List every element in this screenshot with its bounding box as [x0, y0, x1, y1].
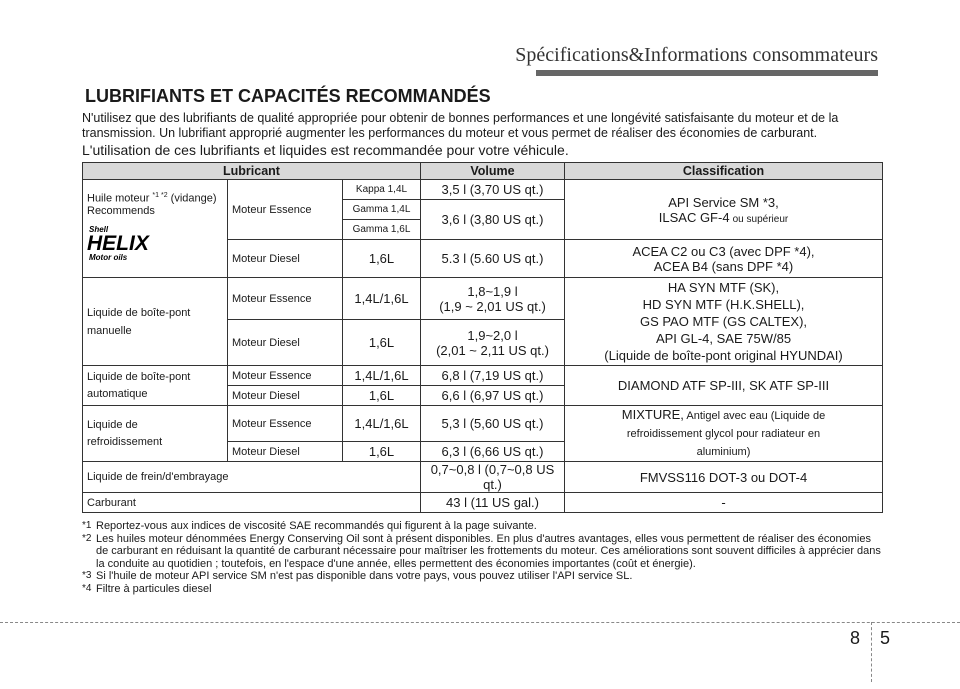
lubricants-table [82, 162, 883, 513]
footnote-3 [82, 570, 882, 583]
auto-essence: Moteur Essence [228, 366, 343, 386]
chapter-number: 8 [850, 628, 861, 648]
coolant-label-2: refroidissement [87, 435, 163, 448]
oil-diesel-volume: 5.3 l (5.60 US qt.) [421, 240, 565, 278]
oil-kappa-volume: 3,5 l (3,70 US qt.) [421, 180, 565, 200]
manual-essence-volume [421, 278, 565, 320]
header-classification: Classification [565, 163, 883, 180]
shell-helix-logo [87, 221, 187, 261]
footnote-text-2: Les huiles moteur dénommées Energy Conserving Oil sont à présent disponibles. En plus d'autres avantages, elles vous permettent de réaliser des économies de carburant en réduisant la quantité de carburant nécessaire pour maîtriser les frottements du moteur. Ces améliorations sont souvent difficiles à apprécier dans la conduite au quotidien ; toutefois, en l'espace d'une année, elles permettent des économies importantes (coût et énergie). [96, 532, 881, 570]
manual-class-4: API GL-4, SAE 75W/85 [655, 331, 792, 346]
coolant-essence-capacity: 1,4L/1,6L [343, 406, 421, 442]
logo-sub: Motor oils [89, 252, 128, 261]
footnote-1 [82, 520, 882, 533]
page-number-divider [871, 622, 872, 682]
page-header-title: Spécifications&Informations consommateurs [515, 44, 878, 66]
manual-label-2: manuelle [87, 324, 132, 337]
manual-diesel-vol-2: (2,01 ~ 2,11 US qt.) [436, 342, 549, 358]
oil-class-2b: ou supérieur [732, 213, 789, 225]
manual-class-3: GS PAO MTF (GS CALTEX), [639, 314, 808, 329]
brake-volume: 0,7~0,8 l (0,7~0,8 US qt.) [421, 462, 565, 493]
auto-classification: DIAMOND ATF SP-III, SK ATF SP-III [565, 366, 883, 406]
coolant-label-cell [83, 406, 228, 462]
coolant-label-1: Liquide de [87, 418, 138, 431]
fuel-volume: 43 l (11 US gal.) [421, 493, 565, 513]
manual-diesel-capacity: 1,6L [343, 320, 421, 366]
auto-diesel-volume: 6,6 l (6,97 US qt.) [421, 386, 565, 406]
oil-diesel-capacity: 1,6L [343, 240, 421, 278]
manual-label-1: Liquide de boîte-pont [87, 306, 191, 319]
oil-kappa: Kappa 1,4L [343, 180, 421, 200]
footer-divider [0, 622, 960, 623]
header-lubricant: Lubricant [83, 163, 421, 180]
manual-class-5: (Liquide de boîte-pont original HYUNDAI) [604, 348, 843, 363]
manual-essence-vol-2: (1,9 ~ 2,01 US qt.) [439, 298, 546, 314]
footnote-2 [82, 533, 882, 571]
manual-class-1: HA SYN MTF (SK), [667, 280, 780, 295]
brake-classification: FMVSS116 DOT-3 ou DOT-4 [565, 462, 883, 493]
manual-class-2: HD SYN MTF (H.K.SHELL), [642, 297, 805, 312]
header-bar [536, 70, 878, 76]
brake-label: Liquide de frein/d'embrayage [83, 462, 421, 493]
oil-diesel-class-1: ACEA C2 ou C3 (avec DPF *4), [632, 243, 815, 259]
coolant-diesel-volume: 6,3 l (6,66 US qt.) [421, 442, 565, 462]
manual-diesel: Moteur Diesel [228, 320, 343, 366]
oil-class-2a: ILSAC GF-4 [658, 209, 730, 225]
footnote-4 [82, 583, 882, 596]
footnote-text-1: Reportez-vous aux indices de viscosité SAE recommandés qui figurent à la page suivante. [96, 520, 537, 532]
oil-label-2: (vidange) [170, 192, 217, 205]
oil-sup: *1 *2 [152, 192, 168, 199]
oil-gamma-14: Gamma 1,4L [343, 200, 421, 220]
auto-diesel-capacity: 1,6L [343, 386, 421, 406]
fuel-label: Carburant [83, 493, 421, 513]
auto-label-2: automatique [87, 387, 148, 400]
coolant-class-3: aluminium) [696, 446, 751, 458]
manual-essence-capacity: 1,4L/1,6L [343, 278, 421, 320]
intro-paragraph: N'utilisez que des lubrifiants de qualité appropriée pour obtenir de bonnes performances et une longévité satisfaisante du moteur et de la transmission. Un lubrifiant approprié augmenter les performances du moteur et vous permet de réaliser des économies de carburant. [82, 111, 839, 140]
footnote-mark-2: *2 [82, 532, 92, 544]
oil-classification [565, 180, 883, 240]
oil-gamma-volume: 3,6 l (3,80 US qt.) [421, 200, 565, 240]
coolant-diesel-capacity: 1,6L [343, 442, 421, 462]
manual-diesel-volume [421, 320, 565, 366]
intro-sentence: L'utilisation de ces lubrifiants et liquides est recommandée pour votre véhicule. [82, 142, 569, 158]
coolant-essence-volume: 5,3 l (5,60 US qt.) [421, 406, 565, 442]
manual-classification [565, 278, 883, 366]
auto-essence-capacity: 1,4L/1,6L [343, 366, 421, 386]
footnotes [82, 520, 882, 596]
page-number: 5 [880, 628, 891, 648]
auto-label-1: Liquide de boîte-pont [87, 370, 191, 383]
manual-essence-vol-1: 1,8~1,9 l [467, 283, 518, 299]
manual-label-cell [83, 278, 228, 366]
oil-diesel: Moteur Diesel [228, 240, 343, 278]
footnote-mark-4: *4 [82, 582, 92, 594]
oil-label-cell [83, 180, 228, 278]
coolant-class-2: refroidissement glycol pour radiateur en [626, 428, 821, 440]
oil-essence: Moteur Essence [228, 180, 343, 240]
oil-label: Huile moteur [87, 192, 150, 205]
header-volume: Volume [421, 163, 565, 180]
manual-diesel-vol-1: 1,9~2,0 l [467, 327, 518, 343]
oil-label-3: Recommends [87, 204, 155, 217]
footnote-mark-1: *1 [82, 520, 92, 531]
coolant-class-1b: Antigel avec eau (Liquide de [686, 410, 826, 422]
coolant-class-1: MIXTURE, [621, 407, 684, 422]
oil-gamma-16: Gamma 1,6L [343, 220, 421, 240]
logo-brand: Shell [89, 224, 109, 234]
auto-essence-volume: 6,8 l (7,19 US qt.) [421, 366, 565, 386]
oil-class-1: API Service SM *3, [668, 194, 779, 210]
coolant-classification [565, 406, 883, 462]
footnote-text-3: Si l'huile de moteur API service SM n'est pas disponible dans votre pays, vous pouvez utiliser l'API service SL. [96, 570, 633, 583]
oil-diesel-classification [565, 240, 883, 278]
manual-essence: Moteur Essence [228, 278, 343, 320]
auto-label-cell [83, 366, 228, 406]
coolant-essence: Moteur Essence [228, 406, 343, 442]
fuel-classification: - [565, 493, 883, 513]
oil-diesel-class-2: ACEA B4 (sans DPF *4) [653, 258, 794, 274]
coolant-diesel: Moteur Diesel [228, 442, 343, 462]
auto-diesel: Moteur Diesel [228, 386, 343, 406]
section-title: LUBRIFIANTS ET CAPACITÉS RECOMMANDÉS [85, 86, 491, 106]
footnote-mark-3: *3 [82, 570, 92, 582]
footnote-text-4: Filtre à particules diesel [96, 582, 212, 595]
logo-name: HELIX [87, 231, 149, 255]
